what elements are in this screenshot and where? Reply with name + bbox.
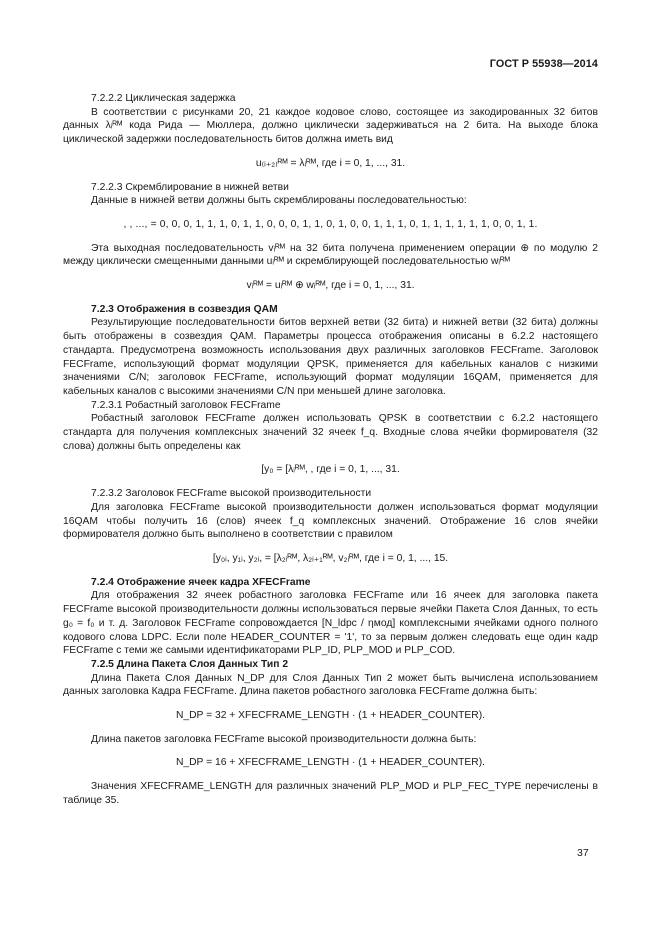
section-heading: 7.2.3.1 Робастный заголовок FECFrame <box>91 399 281 411</box>
paragraph: Длина пакетов заголовка FECFrame высокой производительности должна быть: <box>91 733 477 745</box>
paragraph: Эта выходная последовательность vᵢᴿᴹ на 32 бита получена применением операции ⊕ по модулю 2 между циклически смещенными данными uᵢᴿᴹ и скремблирующей последовательностью wᵢᴿᴹ <box>63 242 598 268</box>
section-heading: 7.2.4 Отображение ячеек кадра XFECFrame <box>91 576 311 588</box>
formula: N_DP = 16 + XFECFRAME_LENGTH · (1 + HEADER_COUNTER). <box>175 757 486 769</box>
formula: u₍ᵢ₊₂₎ᴿᴹ = λᵢᴿᴹ, где i = 0, 1, ..., 31. <box>255 157 406 169</box>
section-heading: 7.2.3 Отображения в созвездия QAM <box>91 303 278 315</box>
paragraph: Длина Пакета Слоя Данных N_DP для Слоя Данных Тип 2 может быть вычислена использованием данных заголовка Кадра FECFrame. Длина пакетов робастного заголовка FECFrame должна быть: <box>63 672 598 698</box>
formula: [y₀ = [λᵢᴿᴹ, , где i = 0, 1, ..., 31. <box>261 464 400 476</box>
page-number: 37 <box>577 847 589 859</box>
section-heading: 7.2.2.2 Циклическая задержка <box>91 93 236 104</box>
section-heading: 7.2.5 Длина Пакета Слоя Данных Тип 2 <box>91 658 289 670</box>
paragraph: Для заголовка FECFrame высокой производительности должен использоваться формат модуляции 16QAM чтобы получить 16 (слов) ячеек f_q комплексных значений. Отображение 16 слов ячейки формирователя должно быть выполнено в соответствии с правилом <box>63 501 598 541</box>
paragraph: Робастный заголовок FECFrame должен использовать QPSK в соответствии с 6.2.2 настоящего стандарта для получения комплексных значений 32 ячеек f_q. Входные слова ячейки формирователя (32 слова) должны быть определены как <box>63 413 598 452</box>
paragraph: Значения XFECFRAME_LENGTH для различных значений PLP_MOD и PLP_FEC_TYPE перечислены в таблице 35. <box>63 781 598 806</box>
section-heading: 7.2.2.3 Скремблирование в нижней ветви <box>91 181 289 193</box>
formula: [y₀ᵢ, y₁ᵢ, y₂ᵢ, = [λ₂ᵢᴿᴹ, λ₂ᵢ₊₁ᴿᴹ, v₂ᵢᴿᴹ, где i = 0, 1, ..., 15. <box>212 552 449 564</box>
formula: N_DP = 32 + XFECFRAME_LENGTH · (1 + HEADER_COUNTER). <box>175 710 486 722</box>
paragraph: Данные в нижней ветви должны быть скремблированы последовательностью: <box>91 195 467 207</box>
paragraph: Результирующие последовательности битов верхней ветви (32 бита) и нижней ветви (32 бита) должны быть отображены в созвездия QAM. Параметры процесса отображения описаны в 6.2.2 настоящего стандарта. Предусмотрена возможность использования двух различных заголовков FECFrame. Заголовок FECFrame, использующий формат модуляции QPSK, применяется для кабельных каналов с низкими значениями C/N; заголовок FECFrame, использующий формат модуляции 16QAM, применяется для кабельных каналов с высокими значениями C/N при меньшей длине заголовка. <box>63 317 598 397</box>
paragraph: В соответствии с рисунками 20, 21 каждое кодовое слово, состоящее из закодированных 32 битов данных λᵢᴿᴹ кода Рида — Мюллера, должно циклически задерживаться на 2 бита. На выходе блока циклической задержки последовательность битов должна иметь вид <box>63 106 598 146</box>
page-content <box>63 92 598 808</box>
paragraph: Для отображения 32 ячеек робастного заголовка FECFrame или 16 ячеек для заголовка пакета FECFrame высокой производительности должны использоваться первые ячейки Пакета Слоя Данных, то есть g₀ = f₀ и т. д. Заголовок FECFrame сопровождается [N_ldpc / ηмод] комплексными ячейками одного полного кодового слова LDPC. Если поле HEADER_COUNTER = '1', то за первым должен следовать еще один кадр FECFrame с теми же самыми идентификаторами PLP_ID, PLP_MOD и PLP_COD. <box>63 590 598 657</box>
standard-header: ГОСТ Р 55938—2014 <box>489 58 598 70</box>
formula: vᵢᴿᴹ = uᵢᴿᴹ ⊕ wᵢᴿᴹ, где i = 0, 1, ..., 31. <box>246 280 415 292</box>
scrambling-sequence: , , ..., = 0, 0, 0, 1, 1, 1, 0, 1, 1, 0, 0, 0, 1, 1, 0, 1, 0, 0, 1, 1, 1, 0, 1, 1, 1, 1, 1, 1, 0, 0, 1, 1. <box>123 218 538 230</box>
section-heading: 7.2.3.2 Заголовок FECFrame высокой производительности <box>91 488 372 500</box>
